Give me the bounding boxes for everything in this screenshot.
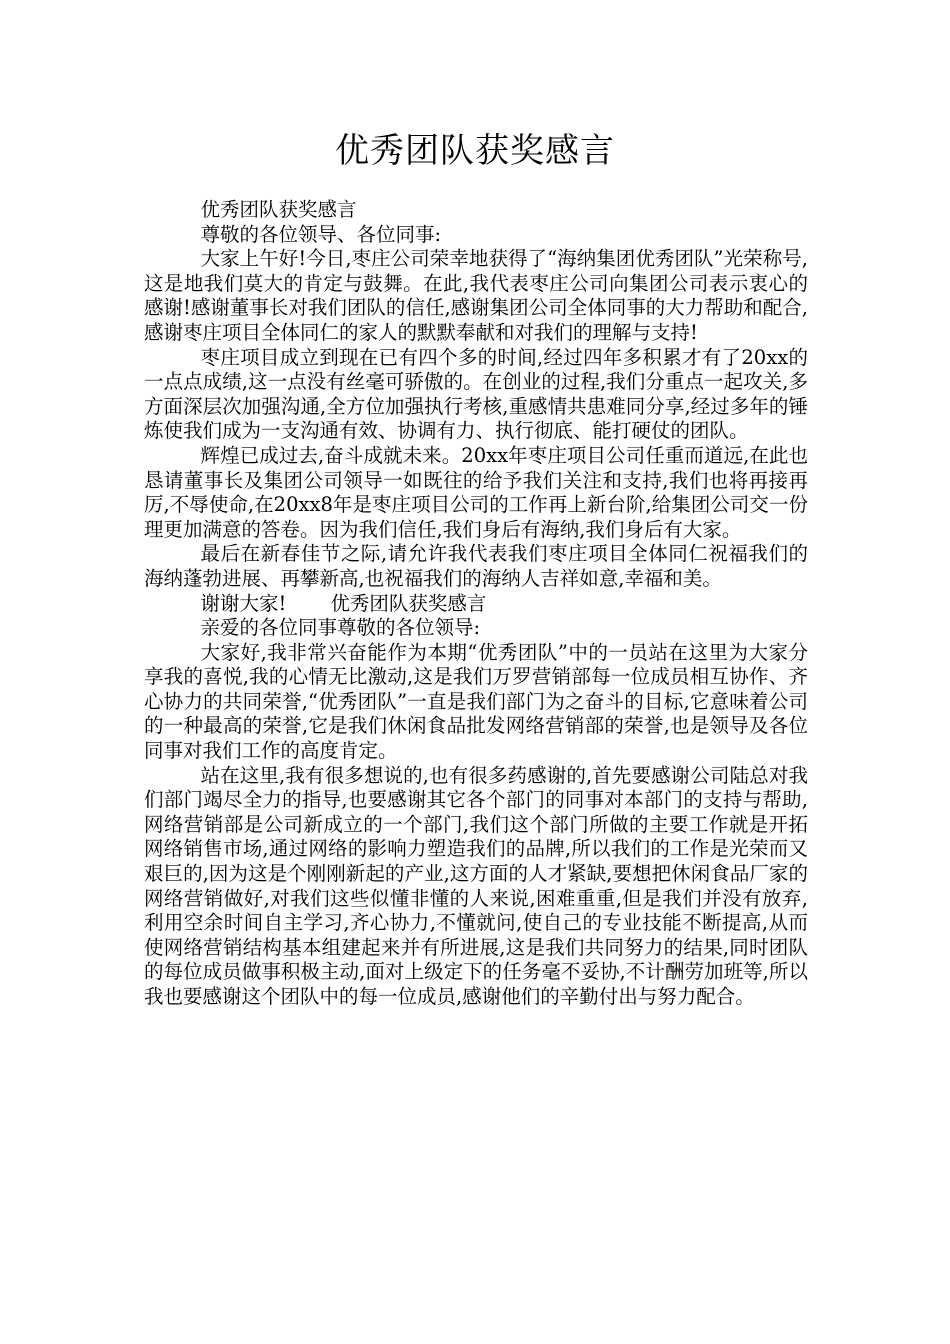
paragraph-project-history: 枣庄项目成立到现在已有四个多的时间,经过四年多积累才有了20xx的一点点成绩,这一点没有丝毫可骄傲的。在创业的过程,我们分重点一起攻关,多方面深层次加强沟通,全方位加强执行考核,重感情共患难同分享,经过多年的锤炼使我们成为一支沟通有效、协调有力、执行彻底、能打硬仗的团队。 [144,345,808,443]
second-speech-heading: 优秀团队获奖感言 [330,591,487,615]
paragraph-future: 辉煌已成过去,奋斗成就未来。20xx年枣庄项目公司任重而道远,在此也恳请董事长及集团公司领导一如既往的给予我们关注和支持,我们也将再接再厉,不辱使命,在20xx8年是枣庄项目公司的工作再上新台阶,给集团公司交一份理更加满意的答卷。因为我们信任,我们身后有海纳,我们身后有大家。 [144,443,808,541]
paragraph-greeting-2: 大家好,我非常兴奋能作为本期“优秀团队”中的一员站在这里为大家分享我的喜悦,我的心情无比激动,这是我们万罗营销部每一位成员相互协作、齐心协力的共同荣誉,“优秀团队”一直是我们部门为之奋斗的目标,它意味着公司的一种最高的荣誉,它是我们休闲食品批发网络营销部的荣誉,也是领导及各位同事对我们工作的高度肯定。 [144,640,808,763]
thanks-text: 谢谢大家! [200,591,287,615]
paragraph-salutation: 尊敬的各位领导、各位同事: [200,222,442,246]
thanks-line [144,592,808,617]
document-title: 优秀团队获奖感言 [335,131,615,171]
paragraph-heading: 优秀团队获奖感言 [200,198,357,221]
paragraph-gratitude: 站在这里,我有很多想说的,也有很多药感谢的,首先要感谢公司陆总对我们部门竭尽全力的指导,也要感谢其它各个部门的同事对本部门的支持与帮助,网络营销部是公司新成立的一个部门,我们这个部门所做的主要工作就是开拓网络销售市场,通过网络的影响力塑造我们的品牌,所以我们的工作是光荣而又艰巨的,因为这是个刚刚新起的产业,这方面的人才紧缺,要想把休闲食品厂家的网络营销做好,对我们这些似懂非懂的人来说,困难重重,但是我们并没有放弃,利用空余时间自主学习,齐心协力,不懂就问,使自己的专业技能不断提高,从而使网络营销结构基本组建起来并有所进展,这是我们共同努力的结果,同时团队的每位成员做事积极主动,面对上级定下的任务毫不妥协,不计酬劳加班等,所以我也要感谢这个团队中的每一位成员,感谢他们的辛勤付出与努力配合。 [144,763,808,1008]
document-body [144,198,808,1010]
paragraph-salutation-2: 亲爱的各位同事尊敬的各位领导: [200,616,481,640]
paragraph-blessing: 最后在新春佳节之际,请允许我代表我们枣庄项目全体同仁祝福我们的海纳蓬勃进展、再攀新高,也祝福我们的海纳人吉祥如意,幸福和美。 [144,542,808,590]
paragraph-greeting: 大家上午好!今日,枣庄公司荣幸地获得了“海纳集团优秀团队”光荣称号,这是地我们莫大的肯定与鼓舞。在此,我代表枣庄公司向集团公司表示衷心的感谢!感谢董事长对我们团队的信任,感谢集团公司全体同事的大力帮助和配合,感谢枣庄项目全体同仁的家人的默默奉献和对我们的理解与支持! [144,247,808,344]
